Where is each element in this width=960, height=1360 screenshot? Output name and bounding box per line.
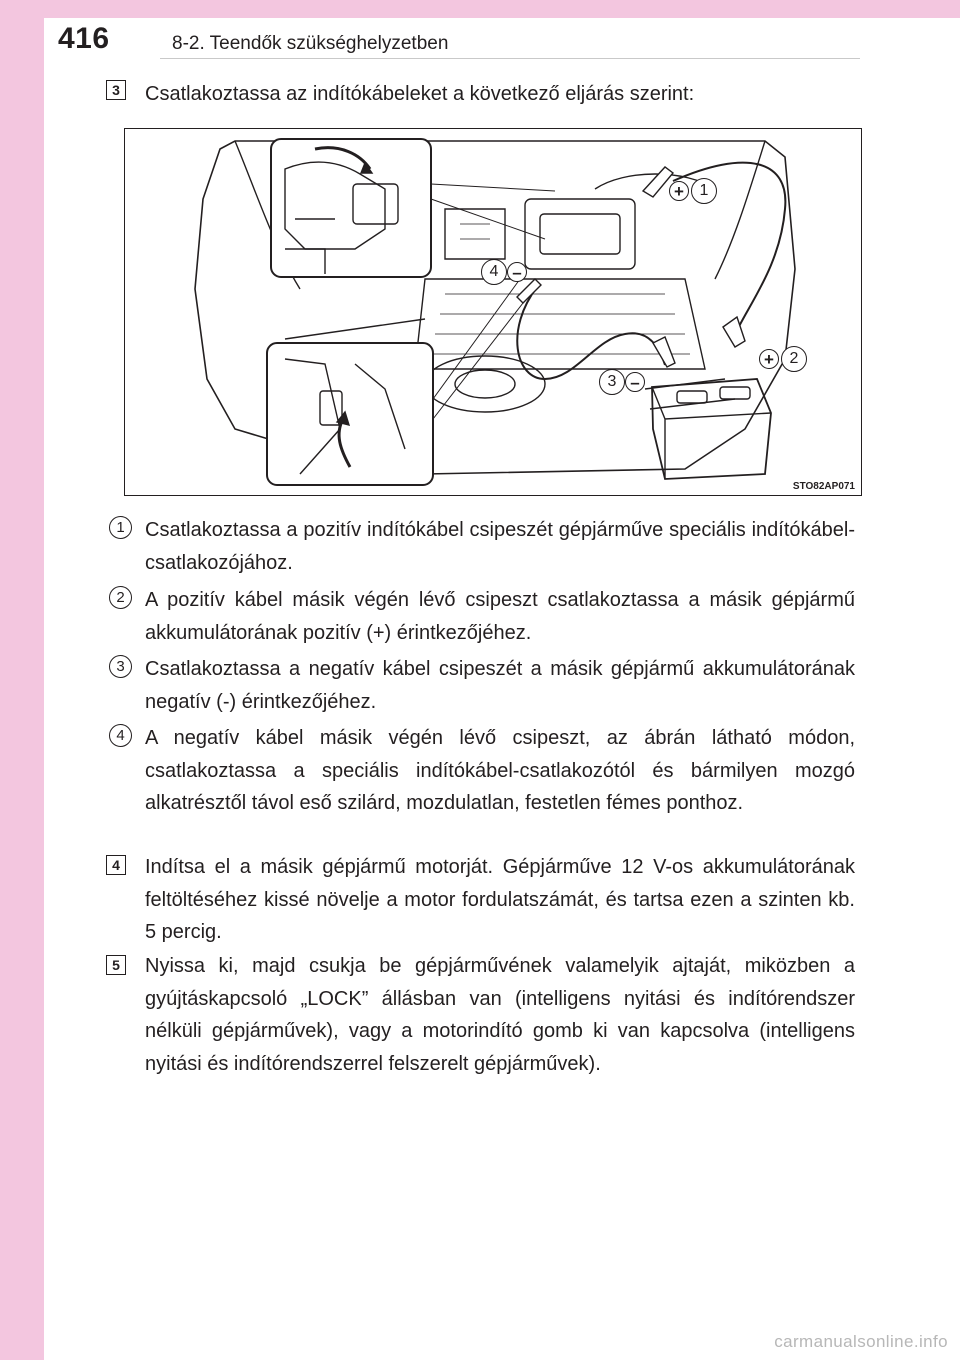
step-text: Csatlakoztassa az indítókábeleket a következő eljárás szerint:	[145, 83, 695, 105]
callout-1: 1	[691, 178, 717, 204]
plus-symbol: +	[669, 181, 689, 201]
substep-number-circle: 2	[109, 586, 132, 609]
callout-3: 3	[599, 369, 625, 395]
chapter-title: 8-2. Teendők szükséghelyzetben	[172, 33, 449, 54]
jump-start-illustration	[124, 128, 862, 496]
engine-bay-drawing	[125, 129, 862, 496]
header-divider	[160, 58, 860, 59]
substep-text: Csatlakoztassa a pozitív indítókábel csipeszét gépjárműve speciális indítókábel-csatlakozójához.	[145, 519, 855, 574]
watermark: carmanualsonline.info	[774, 1332, 948, 1351]
minus-symbol: –	[507, 262, 527, 282]
step-number-box: 4	[106, 855, 126, 875]
callout-4: 4	[481, 259, 507, 285]
step-number-box: 3	[106, 80, 126, 100]
minus-symbol: –	[625, 372, 645, 392]
step-number-box: 5	[106, 955, 126, 975]
page-number: 416	[58, 22, 110, 55]
callout-2: 2	[781, 346, 807, 372]
header-color-strip	[44, 0, 960, 18]
side-color-band	[0, 0, 44, 1360]
plus-symbol: +	[759, 349, 779, 369]
substep-number-circle: 3	[109, 655, 132, 678]
substep-number-circle: 4	[109, 724, 132, 747]
substep-text: A negatív kábel másik végén lévő csipeszt, az ábrán látható módon, csatlakoztassa a speciális indítókábel-csatlakozótól és bármilyen mozgó alkatrésztől távol eső szilárd, mozdulatlan, festetlen fémes ponthoz.	[145, 727, 855, 814]
substep-text: A pozitív kábel másik végén lévő csipeszt csatlakoztassa a másik gépjármű akkumulátorának pozitív (+) érintkezőjéhez.	[145, 589, 855, 644]
step-text: Indítsa el a másik gépjármű motorját. Gépjárműve 12 V-os akkumulátorának feltöltéséhez kissé növelje a motor fordulatszámát, és tartsa ezen a szinten kb. 5 percig.	[145, 856, 855, 943]
substep-number-circle: 1	[109, 516, 132, 539]
substep-text: Csatlakoztassa a negatív kábel csipeszét a másik gépjármű akkumulátorának negatív (-) érintkezőjéhez.	[145, 658, 855, 713]
step-text: Nyissa ki, majd csukja be gépjárművének valamelyik ajtaját, miközben a gyújtáskapcsoló „LOCK” állásban van (intelligens nyitási és indítórendszer nélküli gépjárművek), vagy a motorindító gomb ki van kapcsolva (intelligens nyitási és indítórendszerrel felszerelt gépjárművek).	[145, 955, 855, 1075]
figure-code: STO82AP071	[792, 481, 855, 492]
